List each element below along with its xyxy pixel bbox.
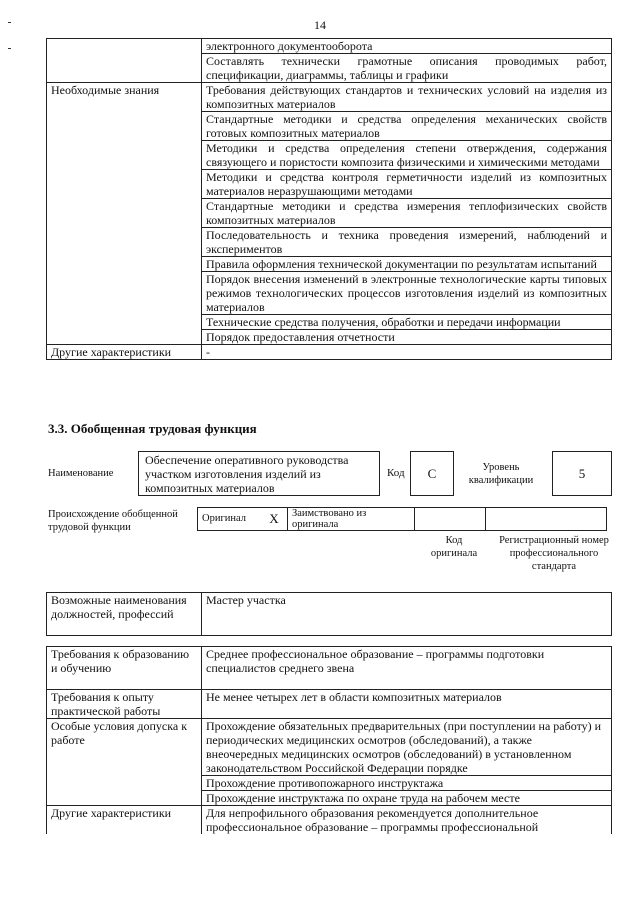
knowledge-item: Методики и средства определения степени отверждения, содержания связующего и пористости композита физическими и химическими методами bbox=[202, 141, 612, 170]
professions-value: Мастер участка bbox=[202, 593, 612, 636]
other-characteristics-label: Другие характеристики bbox=[47, 345, 202, 360]
function-name-box: Обеспечение оперативного руководства участком изготовления изделий из композитных материалов bbox=[138, 451, 380, 496]
reg-number-cell bbox=[486, 508, 607, 531]
table-row bbox=[47, 690, 612, 719]
education-value: Среднее профессиональное образование – программы подготовки специалистов среднего звена bbox=[202, 647, 612, 690]
level-value-box: 5 bbox=[552, 451, 612, 496]
table-cell: электронного документооборота bbox=[202, 39, 612, 54]
knowledge-item: Требования действующих стандартов и технических условий на изделия из композитных материалов bbox=[202, 83, 612, 112]
table-row bbox=[198, 508, 607, 531]
condition-item: Прохождение обязательных предварительных (при поступлении на работу) и периодических медицинских осмотров (обследований), а также внеочередных медицинских осмотров (обследований) в установленном законодательством Российской Федерации порядке bbox=[202, 719, 612, 776]
condition-item: Прохождение противопожарного инструктажа bbox=[202, 776, 612, 791]
section-heading: 3.3. Обобщенная трудовая функция bbox=[48, 421, 257, 436]
knowledge-item: Стандартные методики и средства измерения теплофизических свойств композитных материалов bbox=[202, 199, 612, 228]
other-value: Для непрофильного образования рекомендуется дополнительное профессиональное образование – программы профессиональной bbox=[202, 806, 612, 835]
original-label: Оригинал bbox=[198, 508, 262, 531]
scan-mark bbox=[8, 48, 11, 49]
code-value-box: C bbox=[410, 451, 454, 496]
knowledge-item: Методики и средства контроля герметичности изделий из композитных материалов неразрушающими методами bbox=[202, 170, 612, 199]
table-row bbox=[47, 719, 612, 776]
page-number: 14 bbox=[314, 18, 326, 32]
knowledge-item: Технические средства получения, обработки и передачи информации bbox=[202, 315, 612, 330]
condition-item: Прохождение инструктажа по охране труда на рабочем месте bbox=[202, 791, 612, 806]
professions-table bbox=[46, 592, 612, 636]
code-label: Код bbox=[387, 467, 405, 479]
experience-label: Требования к опыту практической работы bbox=[47, 690, 202, 719]
knowledge-table bbox=[46, 38, 612, 360]
table-row bbox=[47, 806, 612, 835]
code-original-label: Код оригинала bbox=[430, 535, 478, 559]
table-cell-empty bbox=[47, 39, 202, 83]
knowledge-label: Необходимые знания bbox=[47, 83, 202, 345]
origin-table bbox=[197, 507, 607, 531]
knowledge-item: Правила оформления технической документации по результатам испытаний bbox=[202, 257, 612, 272]
code-original-cell bbox=[415, 508, 486, 531]
borrowed-label: Заимствовано из оригинала bbox=[288, 508, 415, 531]
conditions-label: Особые условия допуска к работе bbox=[47, 719, 202, 806]
other-characteristics-value: - bbox=[202, 345, 612, 360]
knowledge-item: Порядок внесения изменений в электронные технологические карты типовых режимов технологических процессов изготовления изделий из композитных материалов bbox=[202, 272, 612, 315]
education-label: Требования к образованию и обучению bbox=[47, 647, 202, 690]
professions-label: Возможные наименования должностей, профессий bbox=[47, 593, 202, 636]
knowledge-item: Порядок предоставления отчетности bbox=[202, 330, 612, 345]
table-row bbox=[47, 647, 612, 690]
origin-label: Происхождение обобщенной трудовой функции bbox=[48, 509, 178, 533]
original-mark: X bbox=[261, 508, 288, 531]
requirements-table bbox=[46, 646, 612, 834]
knowledge-item: Последовательность и техника проведения измерений, наблюдений и экспериментов bbox=[202, 228, 612, 257]
experience-value: Не менее четырех лет в области композитных материалов bbox=[202, 690, 612, 719]
name-label: Наименование bbox=[48, 468, 114, 479]
table-row bbox=[47, 83, 612, 112]
level-label: Уровень квалификации bbox=[468, 462, 534, 486]
table-cell: Составлять технически грамотные описания проводимых работ, спецификации, диаграммы, таблицы и графики bbox=[202, 54, 612, 83]
table-row bbox=[47, 593, 612, 636]
knowledge-item: Стандартные методики и средства определения механических свойств готовых композитных материалов bbox=[202, 112, 612, 141]
table-row bbox=[47, 39, 612, 54]
reg-number-label: Регистрационный номер профессионального стандарта bbox=[499, 535, 609, 572]
table-row bbox=[47, 345, 612, 360]
other-label: Другие характеристики bbox=[47, 806, 202, 835]
